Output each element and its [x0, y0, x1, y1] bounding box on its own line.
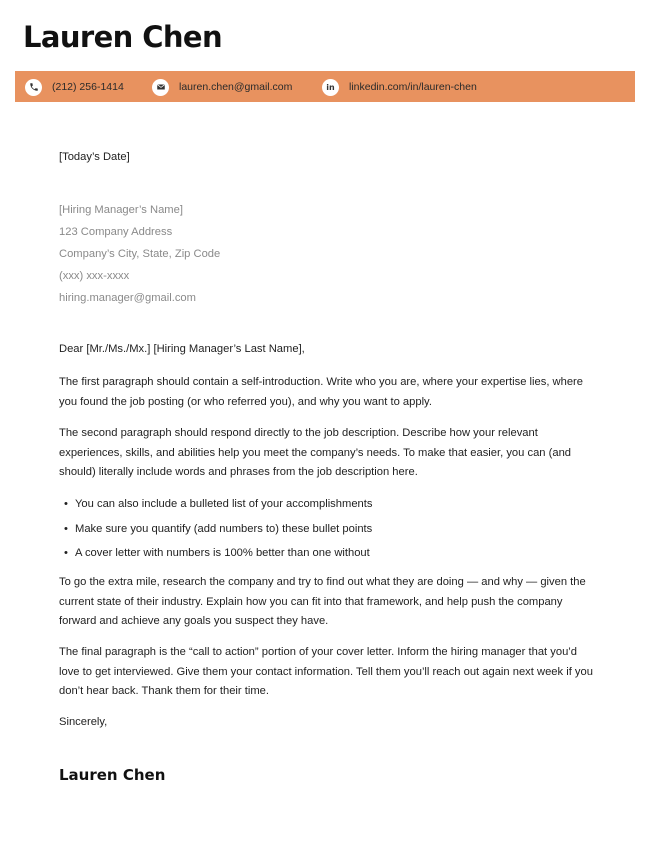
- paragraph-3: To go the extra mile, research the company and try to find out what they are doing — and why — given the current state of their industry. Explain how you can fit into that framework, and help push the company forward and achieve any goals you suspect they have.: [59, 576, 586, 627]
- recipient-email: hiring.manager@gmail.com: [59, 292, 196, 304]
- bullet-text: Make sure you quantify (add numbers to) these bullet points: [75, 522, 373, 535]
- recipient-block: [59, 202, 599, 312]
- phone-icon: [25, 79, 42, 96]
- salutation: Dear [Mr./Ms./Mx.] [Hiring Manager’s Last Name],: [59, 343, 305, 355]
- contact-bar: [15, 71, 635, 102]
- paragraph-1: The first paragraph should contain a self-introduction. Write who you are, where your expertise lies, where you found the job posting (or who referred you), and why you want to apply.: [59, 376, 584, 408]
- list-item: • A cover letter with numbers is 100% better than one without: [59, 544, 599, 569]
- bullet-text: You can also include a bulleted list of your accomplishments: [75, 498, 373, 510]
- contact-linkedin: [322, 78, 477, 96]
- bullet-text: A cover letter with numbers is 100% better than one without: [75, 547, 370, 559]
- list-item: • You can also include a bulleted list of your accomplishments: [59, 495, 599, 520]
- mail-icon: [152, 79, 169, 96]
- contact-phone-text[interactable]: (212) 256-1414: [52, 81, 124, 93]
- recipient-name: [Hiring Manager’s Name]: [59, 204, 183, 216]
- recipient-address: 123 Company Address: [59, 226, 173, 238]
- paragraph-2: The second paragraph should respond directly to the job description. Describe how your relevant experiences, skills, and abilities help you meet the company’s needs. To make that easier, you can (and should) literally include words and phrases from the job description here.: [59, 427, 572, 478]
- letter-date: [Today’s Date]: [59, 151, 130, 163]
- list-item: • Make sure you quantify (add numbers to) these bullet points: [59, 520, 599, 545]
- recipient-city: Company’s City, State, Zip Code: [59, 248, 221, 260]
- signature-name: Lauren Chen: [59, 766, 166, 784]
- contact-email-text[interactable]: lauren.chen@gmail.com: [179, 81, 293, 93]
- bullet-list: [59, 495, 599, 569]
- linkedin-icon: in: [322, 79, 339, 96]
- recipient-phone: (xxx) xxx-xxxx: [59, 270, 130, 282]
- contact-phone: [25, 78, 124, 96]
- contact-email: [152, 78, 292, 96]
- page-title: Lauren Chen: [23, 20, 223, 54]
- contact-linkedin-text[interactable]: linkedin.com/in/lauren-chen: [349, 81, 477, 93]
- paragraph-4: The final paragraph is the “call to action” portion of your cover letter. Inform the hiring manager that you’d love to get interviewed. Give them your contact information. Tell them you’ll reach out again next week if you don’t hear back. Thank them for their time.: [59, 646, 593, 697]
- closing: Sincerely,: [59, 716, 108, 728]
